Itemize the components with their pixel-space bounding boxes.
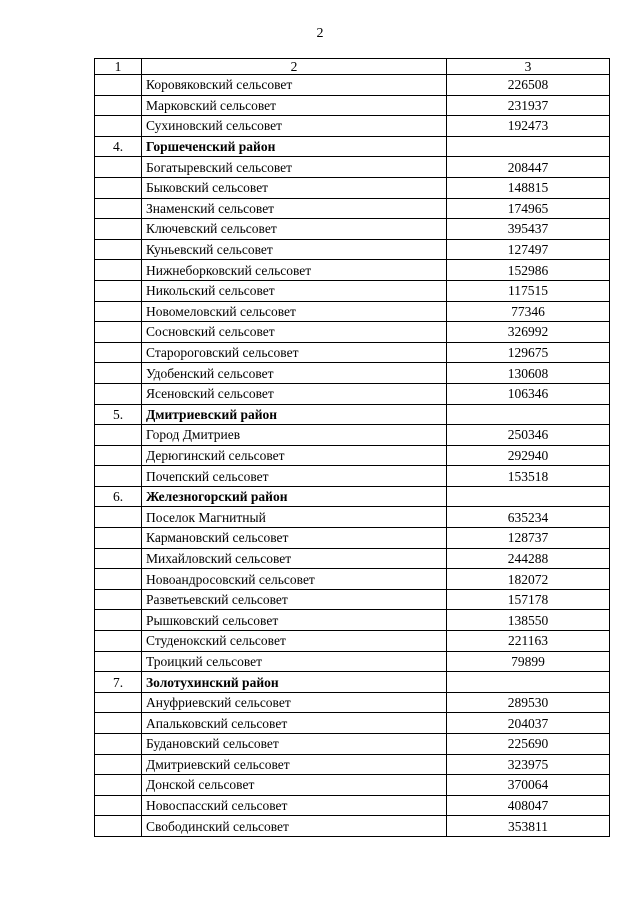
amount-cell [447, 486, 610, 507]
row-number-cell: 6. [95, 486, 142, 507]
municipality-name-cell: Никольский сельсовет [142, 280, 447, 301]
row-number-cell: 5. [95, 404, 142, 425]
amount-cell: 353811 [447, 816, 610, 837]
row-number-cell [95, 589, 142, 610]
header-row [95, 59, 610, 75]
amount-cell: 408047 [447, 795, 610, 816]
district-name-cell: Золотухинский район [142, 672, 447, 693]
municipality-name-cell: Кармановский сельсовет [142, 528, 447, 549]
table-row [95, 260, 610, 281]
row-number-cell [95, 775, 142, 796]
amount-cell: 250346 [447, 425, 610, 446]
municipality-name-cell: Новомеловский сельсовет [142, 301, 447, 322]
municipality-name-cell: Марковский сельсовет [142, 95, 447, 116]
table-row [95, 507, 610, 528]
amount-cell: 225690 [447, 734, 610, 755]
amount-cell: 129675 [447, 342, 610, 363]
table-row [95, 116, 610, 137]
row-number-cell [95, 75, 142, 96]
municipality-name-cell: Апальковский сельсовет [142, 713, 447, 734]
row-number-cell [95, 198, 142, 219]
table-row [95, 795, 610, 816]
table-header [95, 59, 610, 75]
municipality-name-cell: Рышковский сельсовет [142, 610, 447, 631]
amount-cell: 326992 [447, 322, 610, 343]
amount-cell: 395437 [447, 219, 610, 240]
table-row [95, 198, 610, 219]
municipality-name-cell: Будановский сельсовет [142, 734, 447, 755]
row-number-cell [95, 734, 142, 755]
municipality-name-cell: Почепский сельсовет [142, 466, 447, 487]
row-number-cell [95, 754, 142, 775]
row-number-cell [95, 631, 142, 652]
row-number-cell [95, 528, 142, 549]
amount-cell: 157178 [447, 589, 610, 610]
amount-cell: 370064 [447, 775, 610, 796]
municipality-name-cell: Нижнеборковский сельсовет [142, 260, 447, 281]
table-row [95, 363, 610, 384]
municipality-name-cell: Сухиновский сельсовет [142, 116, 447, 137]
municipality-name-cell: Студенокский сельсовет [142, 631, 447, 652]
table-row [95, 528, 610, 549]
table-row [95, 631, 610, 652]
row-number-cell [95, 425, 142, 446]
municipality-name-cell: Сосновский сельсовет [142, 322, 447, 343]
row-number-cell [95, 692, 142, 713]
municipality-name-cell: Куньевский сельсовет [142, 239, 447, 260]
row-number-cell [95, 342, 142, 363]
row-number-cell [95, 280, 142, 301]
table-row [95, 219, 610, 240]
table-row [95, 466, 610, 487]
table-row [95, 157, 610, 178]
municipality-name-cell: Донской сельсовет [142, 775, 447, 796]
table-row [95, 610, 610, 631]
table-row [95, 342, 610, 363]
district-row [95, 136, 610, 157]
table-row [95, 651, 610, 672]
table-row [95, 177, 610, 198]
municipality-name-cell: Разветьевский сельсовет [142, 589, 447, 610]
district-row [95, 672, 610, 693]
row-number-cell [95, 610, 142, 631]
amount-cell: 128737 [447, 528, 610, 549]
row-number-cell [95, 445, 142, 466]
amount-cell: 106346 [447, 383, 610, 404]
municipality-name-cell: Михайловский сельсовет [142, 548, 447, 569]
amount-cell [447, 136, 610, 157]
row-number-cell: 7. [95, 672, 142, 693]
amount-cell: 635234 [447, 507, 610, 528]
municipality-name-cell: Троицкий сельсовет [142, 651, 447, 672]
municipality-name-cell: Старороговский сельсовет [142, 342, 447, 363]
municipality-name-cell: Свободинский сельсовет [142, 816, 447, 837]
row-number-cell [95, 383, 142, 404]
amount-cell: 79899 [447, 651, 610, 672]
amount-cell: 192473 [447, 116, 610, 137]
header-col-3: 3 [447, 59, 610, 75]
table-row [95, 280, 610, 301]
table-row [95, 734, 610, 755]
row-number-cell: 4. [95, 136, 142, 157]
amount-cell: 153518 [447, 466, 610, 487]
municipality-name-cell: Новоспасский сельсовет [142, 795, 447, 816]
table-row [95, 589, 610, 610]
amount-cell: 226508 [447, 75, 610, 96]
district-row [95, 404, 610, 425]
amount-cell: 204037 [447, 713, 610, 734]
table-row [95, 569, 610, 590]
table-row [95, 692, 610, 713]
row-number-cell [95, 816, 142, 837]
table-row [95, 239, 610, 260]
row-number-cell [95, 219, 142, 240]
row-number-cell [95, 363, 142, 384]
amount-cell: 208447 [447, 157, 610, 178]
amount-cell: 152986 [447, 260, 610, 281]
table-row [95, 301, 610, 322]
amount-cell: 244288 [447, 548, 610, 569]
amount-cell [447, 404, 610, 425]
row-number-cell [95, 569, 142, 590]
row-number-cell [95, 301, 142, 322]
row-number-cell [95, 157, 142, 178]
table-row [95, 75, 610, 96]
amount-cell: 174965 [447, 198, 610, 219]
district-name-cell: Горшеченский район [142, 136, 447, 157]
table-row [95, 445, 610, 466]
municipality-name-cell: Новоандросовский сельсовет [142, 569, 447, 590]
row-number-cell [95, 651, 142, 672]
table-row [95, 775, 610, 796]
row-number-cell [95, 95, 142, 116]
row-number-cell [95, 177, 142, 198]
table-body [95, 75, 610, 837]
amount-cell: 221163 [447, 631, 610, 652]
municipality-name-cell: Ясеновский сельсовет [142, 383, 447, 404]
table-row [95, 816, 610, 837]
municipality-name-cell: Богатыревский сельсовет [142, 157, 447, 178]
municipality-name-cell: Быковский сельсовет [142, 177, 447, 198]
amount-cell: 138550 [447, 610, 610, 631]
municipality-name-cell: Знаменский сельсовет [142, 198, 447, 219]
row-number-cell [95, 466, 142, 487]
table-row [95, 95, 610, 116]
header-col-2: 2 [142, 59, 447, 75]
municipality-name-cell: Ключевский сельсовет [142, 219, 447, 240]
municipality-name-cell: Поселок Магнитный [142, 507, 447, 528]
table-row [95, 713, 610, 734]
table-row [95, 383, 610, 404]
municipality-name-cell: Дерюгинский сельсовет [142, 445, 447, 466]
amount-cell: 130608 [447, 363, 610, 384]
table-row [95, 322, 610, 343]
amount-cell: 117515 [447, 280, 610, 301]
row-number-cell [95, 260, 142, 281]
amount-cell: 292940 [447, 445, 610, 466]
page-number: 2 [316, 26, 324, 41]
row-number-cell [95, 239, 142, 260]
table-row [95, 754, 610, 775]
municipality-name-cell: Город Дмитриев [142, 425, 447, 446]
amount-cell: 127497 [447, 239, 610, 260]
amount-cell: 182072 [447, 569, 610, 590]
district-name-cell: Железногорский район [142, 486, 447, 507]
row-number-cell [95, 507, 142, 528]
amount-cell [447, 672, 610, 693]
row-number-cell [95, 548, 142, 569]
municipality-name-cell: Ануфриевский сельсовет [142, 692, 447, 713]
amount-cell: 289530 [447, 692, 610, 713]
row-number-cell [95, 795, 142, 816]
municipality-name-cell: Дмитриевский сельсовет [142, 754, 447, 775]
allocation-table [94, 58, 610, 837]
row-number-cell [95, 713, 142, 734]
municipality-name-cell: Удобенский сельсовет [142, 363, 447, 384]
district-row [95, 486, 610, 507]
row-number-cell [95, 116, 142, 137]
amount-cell: 77346 [447, 301, 610, 322]
amount-cell: 323975 [447, 754, 610, 775]
district-name-cell: Дмитриевский район [142, 404, 447, 425]
header-col-1: 1 [95, 59, 142, 75]
amount-cell: 231937 [447, 95, 610, 116]
amount-cell: 148815 [447, 177, 610, 198]
table-row [95, 425, 610, 446]
table-row [95, 548, 610, 569]
row-number-cell [95, 322, 142, 343]
municipality-name-cell: Коровяковский сельсовет [142, 75, 447, 96]
